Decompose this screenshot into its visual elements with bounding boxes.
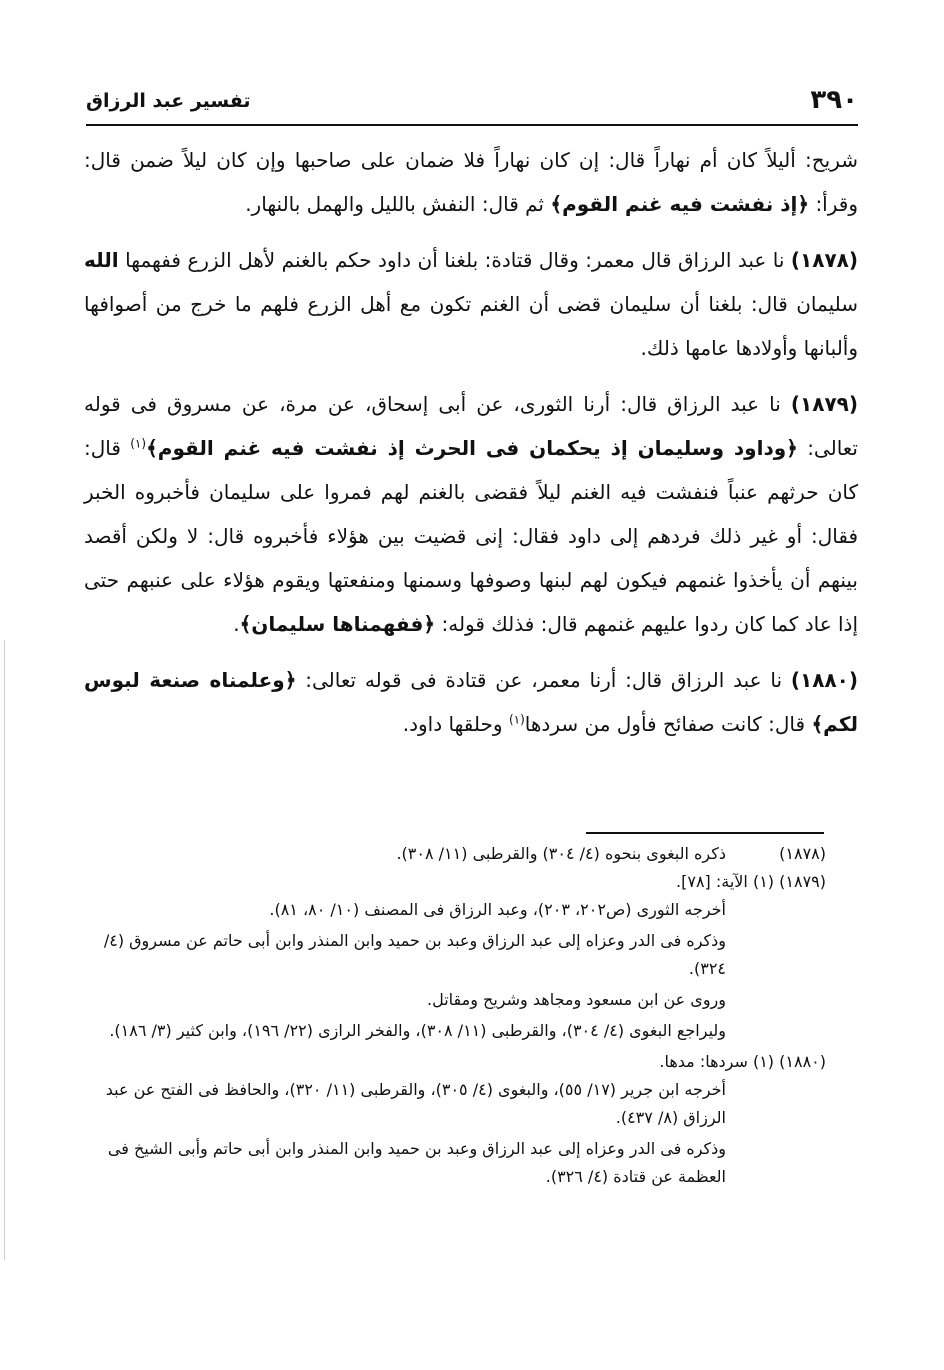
paragraph-1878 bbox=[84, 238, 858, 370]
paragraph-text: وحلقها داود. bbox=[402, 712, 503, 736]
quran-quote: ﴿وداود وسليمان إذ يحكمان فى الحرث إذ نفشت فيه غنم القوم﴾ bbox=[146, 436, 798, 460]
paragraph-text: قال: كان حرثهم عنباً فنفشت فيه الغنم ليلاً فقضى بالغنم لهم فمروا على سليمان فأخبروه الخبر فقال: أو غير ذلك فردهم إلى داود فقال: إنى قضيت بين هؤلاء فأخبروه قال: لا ولكن أقصد بينهم أن يأخذوا غنمهم فيكون لهم لبنها وصوفها وسمنها ومنفعتها ويقوم هؤلاء على عنبهم حتى إذا عاد كما كان ردوا عليهم غنمهم قال: فذلك قوله: bbox=[84, 436, 858, 636]
scan-margin-line bbox=[4, 640, 5, 1260]
paragraph-intro bbox=[84, 138, 858, 226]
footnote-marker[interactable]: (١) bbox=[130, 436, 147, 451]
footnote-rule bbox=[586, 832, 824, 834]
footnote-text: ذكره البغوى بنحوه (٤/ ٣٠٤) والقرطبى (١١/ ٣٠٨). bbox=[396, 844, 726, 863]
footnote-indent bbox=[726, 1076, 826, 1194]
footnote-line: وليراجع البغوى (٤/ ٣٠٤)، والقرطبى (١١/ ٣٠٨)، والفخر الرازى (٢٢/ ١٩٦)، وابن كثير (٣/ ١٨٦). bbox=[109, 1021, 726, 1040]
paragraph-text: ثم قال: النفش بالليل والهمل بالنهار. bbox=[245, 192, 545, 216]
footnote-ref: (١٨٧٨) bbox=[779, 844, 826, 863]
paragraph-text: نا عبد الرزاق قال: أرنا الثورى، عن أبى إسحاق، عن مرة، عن مسروق فى قوله تعالى: bbox=[84, 392, 858, 460]
footnote-1880-head: (١٨٨٠) (١) سردها: مدها. bbox=[659, 1052, 826, 1071]
narration-number: (١٨٨٠) bbox=[790, 668, 858, 692]
footnote-1879 bbox=[84, 896, 826, 1048]
page-number: ٣٩٠ bbox=[810, 85, 858, 115]
footnote-marker[interactable]: (١) bbox=[508, 712, 525, 727]
paragraph-text: نا عبد الرزاق قال معمر: وقال قتادة: بلغنا أن داود حكم بالغنم لأهل الزرع ففهمها bbox=[125, 248, 785, 272]
footnote-line: أخرجه ابن جرير (١٧/ ٥٥)، والبغوى (٤/ ٣٠٥)، والقرطبى (١١/ ٣٢٠)، والحافظ فى الفتح عن عبد الرزاق (٨/ ٤٣٧). bbox=[105, 1080, 726, 1127]
quran-quote: ﴿إذ نفشت فيه غنم القوم﴾ bbox=[550, 192, 810, 216]
footnote-line: وذكره فى الدر وعزاه إلى عبد الرزاق وعبد بن حميد وابن المنذر وابن أبى حاتم وأبى الشيخ فى العظمة عن قتادة (٤/ ٣٢٦). bbox=[107, 1139, 726, 1186]
footnote-body bbox=[84, 1076, 726, 1194]
running-title: تفسير عبد الرزاق bbox=[86, 90, 251, 112]
footnotes bbox=[84, 840, 826, 1194]
quran-quote: ﴿وعلمناه صنعة لبوس لكم﴾ bbox=[84, 668, 858, 736]
paragraph-text: . bbox=[233, 612, 240, 636]
footnote-indent bbox=[726, 896, 826, 1048]
footnote-line: أخرجه الثورى (ص٢٠٢، ٢٠٣)، وعبد الرزاق فى المصنف (١٠/ ٨٠، ٨١). bbox=[269, 900, 726, 919]
main-text bbox=[84, 138, 858, 758]
paragraph-1879 bbox=[84, 382, 858, 646]
paragraph-text: سليمان قال: بلغنا أن سليمان قضى أن الغنم تكون مع أهل الزرع فلهم ما خرج من أصوافها وألبانها وأولادها عامها ذلك. bbox=[84, 292, 858, 360]
divine-name: الله bbox=[84, 248, 119, 272]
paragraph-1880 bbox=[84, 658, 858, 746]
header-rule bbox=[86, 124, 858, 126]
footnote-line: وذكره فى الدر وعزاه إلى عبد الرزاق وعبد بن حميد وابن المنذر وابن أبى حاتم عن مسروق (٤/ ٣٢٤). bbox=[103, 931, 726, 978]
footnote-1880 bbox=[84, 1076, 826, 1194]
quran-quote: ﴿ففهمناها سليمان﴾ bbox=[239, 612, 436, 636]
footnote-1878 bbox=[84, 840, 826, 868]
narration-number: (١٨٧٩) bbox=[790, 392, 859, 416]
paragraph-text: نا عبد الرزاق قال: أرنا معمر، عن قتادة فى قوله تعالى: bbox=[305, 668, 783, 692]
paragraph-text: قال: كانت صفائح فأول من سردها bbox=[524, 712, 806, 736]
footnote-body bbox=[84, 896, 726, 1048]
footnote-line: وروى عن ابن مسعود ومجاهد وشريح ومقاتل. bbox=[427, 990, 726, 1009]
footnote-1879-head: (١٨٧٩) (١) الآية: [٧٨]. bbox=[676, 872, 826, 891]
page-header bbox=[86, 82, 858, 122]
narration-number: (١٨٧٨) bbox=[790, 248, 859, 272]
paragraph-text: شريح: أليلاً كان أم نهاراً قال: إن كان نهاراً فلا ضمان على صاحبها وإن كان ليلاً ضمن قال: وقرأ: bbox=[84, 148, 858, 216]
